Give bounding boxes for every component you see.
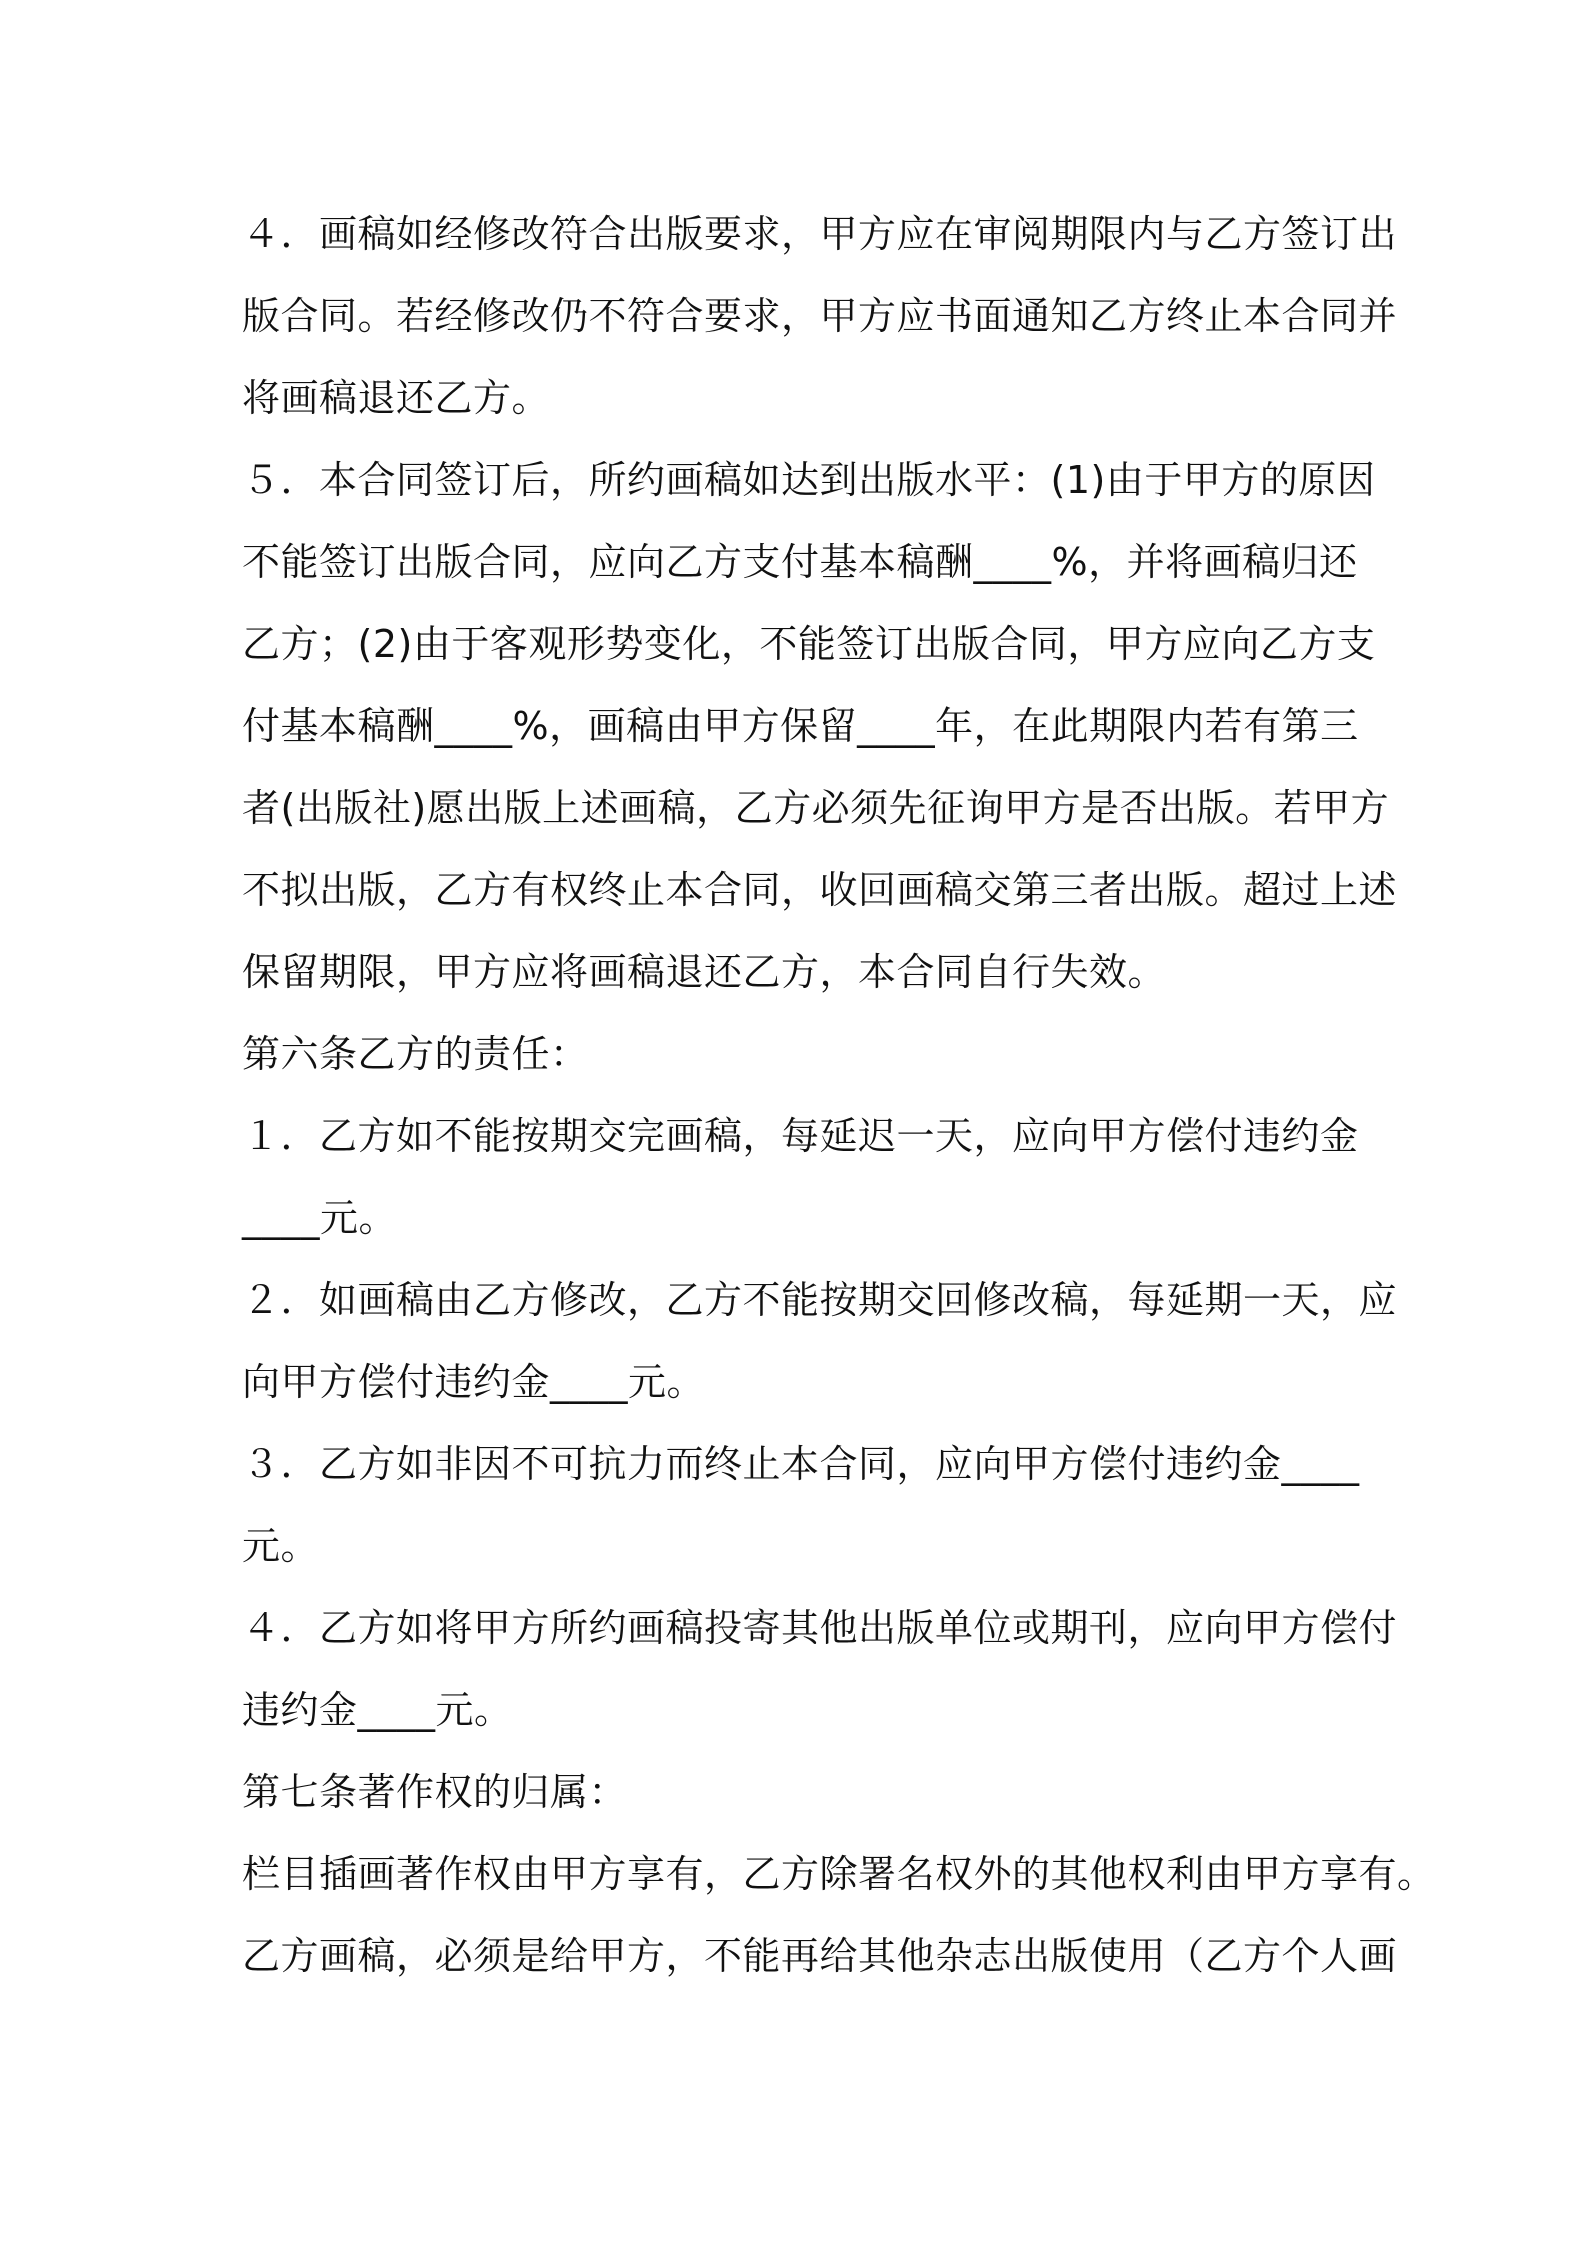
text-line: 违约金____元。 — [242, 1688, 513, 1732]
text-line: ３．乙方如非因不可抗力而终止本合同，应向甲方偿付违约金____ — [242, 1442, 1360, 1486]
text-line: 不拟出版，乙方有权终止本合同，收回画稿交第三者出版。超过上述 — [242, 868, 1398, 912]
text-line: 将画稿退还乙方。 — [242, 376, 551, 420]
text-line: 保留期限，甲方应将画稿退还乙方，本合同自行失效。 — [242, 950, 1167, 994]
text-line: 不能签订出版合同，应向乙方支付基本稿酬____%，并将画稿归还 — [242, 540, 1358, 584]
text-line: 者(出版社)愿出版上述画稿，乙方必须先征询甲方是否出版。若甲方 — [242, 786, 1390, 830]
section-heading: 第六条乙方的责任： — [242, 1032, 589, 1076]
text-line: 元。 — [242, 1524, 320, 1568]
text-line: 栏目插画著作权由甲方享有，乙方除署名权外的其他权利由甲方享有。 — [242, 1852, 1436, 1896]
text-line: ４．乙方如将甲方所约画稿投寄其他出版单位或期刊，应向甲方偿付 — [242, 1606, 1398, 1650]
text-line: ５．本合同签订后，所约画稿如达到出版水平：(1)由于甲方的原因 — [242, 458, 1376, 502]
section-heading: 第七条著作权的归属： — [242, 1770, 628, 1814]
text-line: ____元。 — [242, 1196, 398, 1240]
text-line: 付基本稿酬____%，画稿由甲方保留____年，在此期限内若有第三 — [242, 704, 1359, 748]
text-line: １．乙方如不能按期交完画稿，每延迟一天，应向甲方偿付违约金 — [242, 1114, 1359, 1158]
text-line: 向甲方偿付违约金____元。 — [242, 1360, 706, 1404]
text-line: 乙方；(2)由于客观形势变化，不能签订出版合同，甲方应向乙方支 — [242, 622, 1376, 666]
text-line: ４．画稿如经修改符合出版要求，甲方应在审阅期限内与乙方签订出 — [242, 212, 1398, 256]
text-line: 版合同。若经修改仍不符合要求，甲方应书面通知乙方终止本合同并 — [242, 294, 1398, 338]
text-line: ２．如画稿由乙方修改，乙方不能按期交回修改稿，每延期一天，应 — [242, 1278, 1398, 1322]
document-body — [242, 193, 1436, 1997]
text-line: 乙方画稿，必须是给甲方，不能再给其他杂志出版使用（乙方个人画 — [242, 1934, 1398, 1978]
